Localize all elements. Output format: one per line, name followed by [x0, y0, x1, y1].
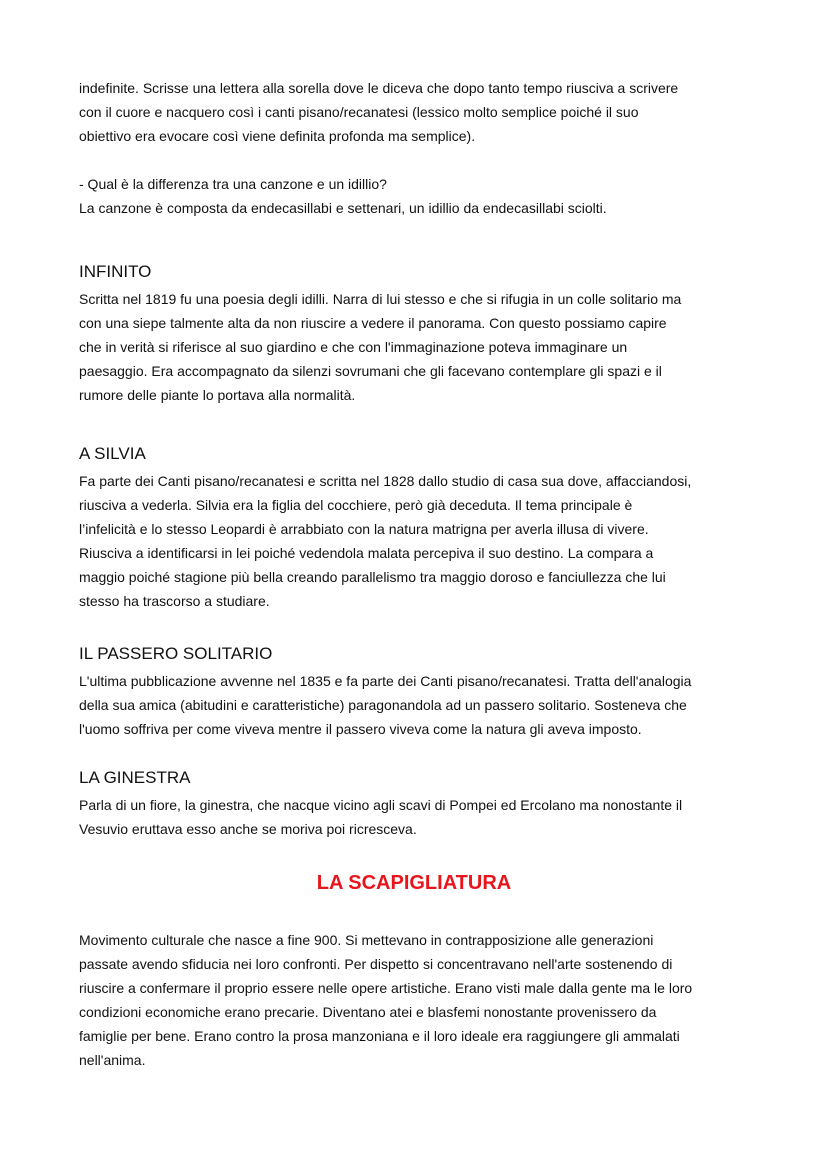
section-heading: IL PASSERO SOLITARIO — [79, 644, 273, 663]
intro-paragraph — [79, 76, 769, 148]
text-line: l’infelicità e lo stesso Leopardi è arrabbiato con la natura matrigna per averla illusa di vivere. — [79, 521, 649, 537]
text-line: con il cuore e nacquero così i canti pisano/recanatesi (lessico molto semplice poiché il suo — [79, 104, 639, 120]
text-line: rumore delle piante lo portava alla normalità. — [79, 387, 356, 403]
text-line: l'uomo soffriva per come viveva mentre il passero viveva come la natura gli aveva imposto. — [79, 721, 642, 737]
section-heading: INFINITO — [79, 262, 152, 281]
text-line: passate avendo sfiducia nei loro confronti. Per dispetto si concentravano nell'arte sostenendo di — [79, 956, 673, 972]
text-line: Movimento culturale che nasce a fine 900. Si mettevano in contrapposizione alle generazioni — [79, 932, 654, 948]
section-passero-solitario — [79, 643, 769, 741]
scapigliatura-paragraph — [79, 928, 769, 1072]
text-line: L'ultima pubblicazione avvenne nel 1835 e fa parte dei Canti pisano/recanatesi. Tratta dell'analogia — [79, 673, 692, 689]
question-paragraph — [79, 172, 769, 220]
section-heading: A SILVIA — [79, 444, 146, 463]
section-ginestra — [79, 767, 769, 841]
scapigliatura-title: LA SCAPIGLIATURA — [316, 872, 512, 894]
text-line: obiettivo era evocare così viene definita profonda ma semplice). — [79, 128, 476, 144]
text-line: con una siepe talmente alta da non riuscire a vedere il panorama. Con questo possiamo capire — [79, 315, 667, 331]
section-a-silvia — [79, 443, 769, 613]
text-line: Parla di un fiore, la ginestra, che nacque vicino agli scavi di Pompei ed Ercolano ma nonostante il — [79, 797, 683, 813]
text-line: paesaggio. Era accompagnato da silenzi sovrumani che gli facevano contemplare gli spazi e il — [79, 363, 662, 379]
answer-line: La canzone è composta da endecasillabi e settenari, un idillio da endecasillabi sciolti. — [79, 200, 607, 216]
text-line: nell'anima. — [79, 1052, 146, 1068]
text-line: Scritta nel 1819 fu una poesia degli idilli. Narra di lui stesso e che si rifugia in un colle solitario ma — [79, 291, 682, 307]
text-line: Riusciva a identificarsi in lei poiché vedendola malata percepiva il suo destino. La compara a — [79, 545, 654, 561]
text-line: Fa parte dei Canti pisano/recanatesi e scritta nel 1828 dallo studio di casa sua dove, affacciandosi, — [79, 473, 692, 489]
text-line: maggio poiché stagione più bella creando parallelismo tra maggio doroso e fanciullezza che lui — [79, 569, 666, 585]
text-line: indefinite. Scrisse una lettera alla sorella dove le diceva che dopo tanto tempo riusciva a scrivere — [79, 80, 679, 96]
text-line: riuscire a confermare il proprio essere nelle opere artistiche. Erano visti male dalla gente ma le loro — [79, 980, 693, 996]
text-line: famiglie per bene. Erano contro la prosa manzoniana e il loro ideale era raggiungere gli ammalati — [79, 1028, 680, 1044]
text-line: condizioni economiche erano precarie. Diventano atei e blasfemi nonostante provenissero da — [79, 1004, 657, 1020]
section-heading: LA GINESTRA — [79, 768, 191, 787]
text-line: Vesuvio eruttava esso anche se moriva poi ricresceva. — [79, 821, 417, 837]
text-line: che in verità si riferisce al suo giardino e che con l'immaginazione poteva immaginare un — [79, 339, 628, 355]
text-line: della sua amica (abitudini e caratteristiche) paragonandola ad un passero solitario. Sosteneva che — [79, 697, 687, 713]
question-line: - Qual è la differenza tra una canzone e un idillio? — [79, 176, 387, 192]
text-line: riusciva a vederla. Silvia era la figlia del cocchiere, però già deceduta. Il tema principale è — [79, 497, 633, 513]
section-infinito — [79, 261, 769, 407]
text-line: stesso ha trascorso a studiare. — [79, 593, 270, 609]
